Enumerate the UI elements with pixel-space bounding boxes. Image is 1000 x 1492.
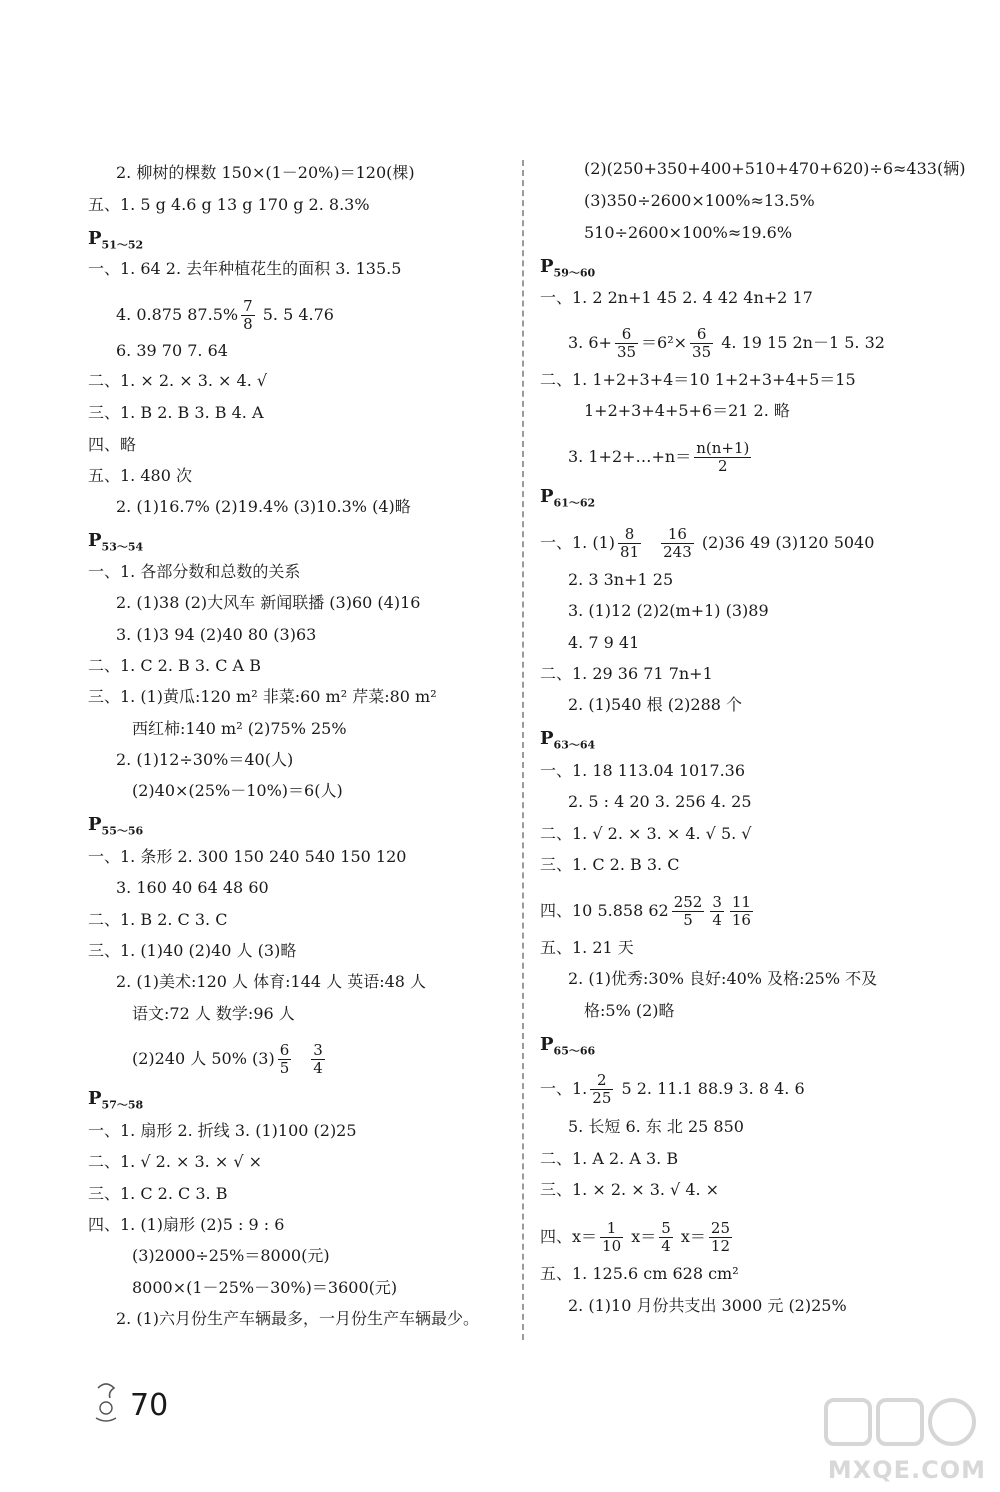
section-heading	[88, 228, 143, 257]
section-heading	[88, 530, 143, 559]
answer-line	[540, 440, 754, 475]
answer-text: 四、1. (1)扇形 (2)5 : 9 : 6	[88, 1215, 285, 1234]
fraction-denominator: 81	[620, 543, 640, 561]
section-heading	[540, 1034, 595, 1063]
answer-line	[540, 400, 790, 422]
answer-line	[88, 1277, 397, 1299]
answer-line	[88, 749, 293, 771]
answer-line	[540, 287, 813, 309]
answer-line	[540, 222, 792, 244]
section-heading-pages: 53～54	[101, 540, 144, 554]
answer-line	[88, 940, 296, 962]
fraction-denominator: 4	[712, 911, 722, 929]
answer-text: 3. (1)12 (2)2(m+1) (3)89	[568, 601, 769, 620]
fraction	[672, 894, 705, 929]
answer-line	[540, 369, 856, 391]
section-heading-pages: 51～52	[101, 238, 144, 252]
answer-text: 4. 7 9 41	[568, 633, 640, 652]
fraction	[659, 1220, 673, 1255]
answer-line	[88, 1151, 262, 1173]
answer-line	[88, 496, 411, 518]
section-heading-pages: 55～56	[101, 824, 144, 838]
section-heading-letter: P	[540, 728, 554, 749]
section-heading-letter: P	[540, 256, 554, 277]
answer-line	[88, 370, 267, 392]
answer-text: 2. 3 3n+1 25	[568, 570, 674, 589]
fraction-numerator: 6	[279, 1041, 290, 1059]
answer-text: 格:5% (2)略	[584, 1001, 675, 1020]
fraction-numerator: 6	[615, 326, 638, 344]
answer-line	[88, 561, 300, 583]
answer-line	[88, 434, 136, 456]
answer-line	[88, 258, 401, 280]
answer-text: 四、略	[88, 435, 137, 454]
fraction-numerator: 8	[618, 526, 641, 544]
fraction-denominator: 16	[731, 911, 751, 929]
answer-line	[88, 971, 426, 993]
section-heading-pages: 59～60	[553, 266, 596, 280]
answer-line	[88, 1214, 284, 1236]
answer-text: 5. 长短 6. 东 北 25 850	[568, 1117, 744, 1136]
answer-text: 三、1. C 2. B 3. C	[540, 855, 680, 874]
answer-line	[88, 402, 264, 424]
fraction-numerator: 252	[673, 893, 703, 911]
answer-text: 6. 39 70 7. 64	[116, 341, 228, 360]
fraction	[241, 298, 255, 333]
fraction	[661, 526, 694, 561]
section-heading-letter: P	[88, 1088, 102, 1109]
fraction	[709, 1220, 732, 1255]
answer-line	[540, 663, 713, 685]
fraction	[615, 326, 638, 361]
answer-line	[88, 1245, 330, 1267]
answer-text: 二、1. C 2. B 3. C A B	[88, 656, 261, 675]
answer-text: 2. (1)540 根 (2)288 个	[568, 695, 743, 714]
answer-line	[540, 569, 673, 591]
section-heading-letter: P	[540, 486, 554, 507]
answer-line	[540, 694, 742, 716]
answer-line	[88, 624, 316, 646]
answer-line	[88, 655, 261, 677]
answer-text: 一、1. (1)	[540, 533, 616, 552]
answer-text: 三、1. (1)40 (2)40 人 (3)略	[88, 941, 297, 960]
fraction-denominator: 5	[279, 1059, 290, 1077]
fraction	[600, 1220, 623, 1255]
fraction-numerator: 11	[731, 893, 751, 911]
answer-text: (2)(250+350+400+510+470+620)÷6≈433(辆)	[584, 159, 966, 178]
answer-text: 8000×(1－25%－30%)＝3600(元)	[132, 1278, 398, 1297]
fraction	[730, 894, 753, 929]
answer-text: 5. 5 4.76	[257, 305, 334, 324]
answer-line	[88, 340, 228, 362]
answer-text: 三、1. C 2. C 3. B	[88, 1184, 228, 1203]
answer-text: 5 2. 11.1 88.9 3. 8 4. 6	[616, 1079, 805, 1098]
answer-text: 2. 柳树的棵数 150×(1－20%)＝120(棵)	[116, 163, 415, 182]
answer-text: 三、1. B 2. B 3. B 4. A	[88, 403, 264, 422]
answer-text: 一、1. 2 2n+1 45 2. 4 42 4n+2 17	[540, 288, 813, 307]
fraction	[694, 440, 751, 475]
answer-text: 一、1. 条形 2. 300 150 240 540 150 120	[88, 847, 407, 866]
watermark-text: MXQE.COM	[827, 1456, 986, 1484]
answer-line	[540, 760, 745, 782]
answer-line	[88, 1003, 295, 1025]
fraction-denominator: 12	[710, 1237, 731, 1255]
answer-text: 3. (1)3 94 (2)40 80 (3)63	[116, 625, 317, 644]
answer-line	[540, 1220, 735, 1255]
answer-line	[88, 592, 420, 614]
section-heading-pages: 61～62	[553, 496, 596, 510]
fraction	[278, 1042, 292, 1077]
section-heading-letter: P	[88, 228, 102, 249]
section-heading	[540, 256, 595, 285]
site-watermark	[806, 1394, 986, 1484]
section-heading	[88, 814, 143, 843]
fraction-denominator: 4	[313, 1059, 323, 1077]
fraction-denominator: 35	[616, 343, 637, 361]
fraction	[710, 894, 724, 929]
section-heading-letter: P	[88, 530, 102, 551]
fraction	[311, 1042, 325, 1077]
answer-text: 二、1. 1+2+3+4＝10 1+2+3+4+5＝15	[540, 370, 856, 389]
answer-text: 二、1. A 2. A 3. B	[540, 1149, 679, 1168]
answer-text: 一、1. 各部分数和总数的关系	[88, 562, 301, 581]
answer-text: 3. 160 40 64 48 60	[116, 878, 269, 897]
answer-line	[540, 791, 752, 813]
fraction-denominator: 25	[592, 1089, 612, 1107]
answer-text: 一、1.	[540, 1079, 588, 1098]
answer-line	[540, 1179, 719, 1201]
answer-line	[540, 600, 769, 622]
fraction-denominator: 2	[718, 457, 728, 475]
page-number: 70	[130, 1388, 169, 1423]
answer-text: 2. 5 : 4 20 3. 256 4. 25	[568, 792, 752, 811]
answer-line	[88, 1120, 357, 1142]
fraction-denominator: 5	[683, 911, 693, 929]
answer-text: 五、1. 21 天	[540, 938, 634, 957]
answer-line	[540, 632, 639, 654]
fraction	[690, 326, 713, 361]
answer-line	[540, 854, 679, 876]
answer-text: (2)240 人 50% (3)	[132, 1049, 275, 1068]
answer-line	[88, 162, 415, 184]
answer-text: 一、1. 扇形 2. 折线 3. (1)100 (2)25	[88, 1121, 357, 1140]
fraction-denominator: 243	[663, 543, 692, 561]
answer-line	[88, 686, 437, 708]
fraction-numerator: 7	[243, 297, 253, 315]
watermark-logo-icon	[806, 1394, 986, 1454]
answer-text: 2. (1)10 月份共支出 3000 元 (2)25%	[568, 1296, 847, 1315]
answer-line	[540, 1072, 805, 1107]
answer-text: 五、1. 480 次	[88, 466, 192, 485]
section-heading-pages: 57～58	[101, 1098, 144, 1112]
answer-line	[540, 190, 815, 212]
answer-line	[88, 194, 370, 216]
answer-line	[88, 877, 269, 899]
answer-text: 4. 19 15 2n－1 5. 32	[716, 333, 885, 352]
answer-text: 3. 1+2+…+n＝	[568, 447, 692, 466]
answer-line	[540, 526, 874, 561]
section-heading-pages: 63～64	[553, 738, 596, 752]
section-heading	[540, 486, 595, 515]
answer-text: x＝	[675, 1227, 706, 1246]
answer-line	[88, 846, 406, 868]
fraction-numerator: n(n+1)	[696, 439, 750, 457]
answer-line	[88, 1308, 479, 1330]
answer-text: 2. (1)12÷30%＝40(人)	[116, 750, 294, 769]
answer-line	[540, 1116, 744, 1138]
section-heading	[540, 728, 595, 757]
column-divider	[522, 160, 524, 1340]
section-heading	[88, 1088, 143, 1117]
fraction-numerator: 6	[690, 326, 713, 344]
answer-line	[540, 937, 634, 959]
answer-line	[540, 1148, 678, 1170]
answer-text: (3)350÷2600×100%≈13.5%	[584, 191, 815, 210]
section-heading-pages: 65～66	[553, 1044, 596, 1058]
answer-line	[540, 1295, 847, 1317]
fraction-denominator: 4	[661, 1237, 671, 1255]
answer-line	[540, 894, 756, 929]
answer-line	[88, 780, 343, 802]
answer-text: 语文:72 人 数学:96 人	[132, 1004, 295, 1023]
answer-text: 2. (1)优秀:30% 良好:40% 及格:25% 不及	[568, 969, 878, 988]
answer-line	[540, 968, 877, 990]
answer-line	[540, 158, 965, 180]
answer-text: 2. (1)美术:120 人 体育:144 人 英语:48 人	[116, 972, 427, 991]
answer-line	[88, 1183, 227, 1205]
section-heading-letter: P	[88, 814, 102, 835]
answer-line	[540, 1263, 739, 1285]
answer-text: 一、1. 64 2. 去年种植花生的面积 3. 135.5	[88, 259, 402, 278]
answer-line	[540, 326, 885, 361]
fraction-denominator: 35	[692, 343, 712, 361]
fraction	[590, 1072, 613, 1107]
answer-line	[88, 718, 347, 740]
answer-text: (2)40×(25%－10%)＝6(人)	[132, 781, 343, 800]
answer-line	[540, 1000, 675, 1022]
answer-text: 3. 6+	[568, 333, 612, 352]
fraction	[618, 526, 641, 561]
answer-text: 四、10 5.858 62	[540, 901, 669, 920]
answer-text: 二、1. B 2. C 3. C	[88, 910, 228, 929]
answer-text: 510÷2600×100%≈19.6%	[584, 223, 793, 242]
answer-text: 三、1. (1)黄瓜:120 m² 非菜:60 m² 芹菜:80 m²	[88, 687, 437, 706]
answer-text: 2. (1)38 (2)大风车 新闻联播 (3)60 (4)16	[116, 593, 421, 612]
answer-text: 4. 0.875 87.5%	[116, 305, 239, 324]
fraction-numerator: 5	[661, 1219, 671, 1237]
fraction-numerator: 2	[590, 1072, 613, 1090]
answer-text: 西红柿:140 m² (2)75% 25%	[132, 719, 347, 738]
answer-line	[88, 1042, 328, 1077]
answer-line	[540, 823, 752, 845]
fraction-numerator: 16	[661, 526, 694, 544]
answer-text: 三、1. × 2. × 3. √ 4. ×	[540, 1180, 720, 1199]
section-heading-letter: P	[540, 1034, 554, 1055]
answer-line	[88, 909, 227, 931]
answer-text: 二、1. 29 36 71 7n+1	[540, 664, 713, 683]
answer-text: 二、1. × 2. × 3. × 4. √	[88, 371, 268, 390]
answer-text: 四、x＝	[540, 1227, 598, 1246]
answer-text: ＝6²×	[641, 333, 688, 352]
answer-text: (2)36 49 (3)120 5040	[696, 533, 875, 552]
answer-text: 二、1. √ 2. × 3. × 4. √ 5. √	[540, 824, 752, 843]
fraction-denominator: 10	[602, 1237, 622, 1255]
fraction-numerator: 1	[600, 1220, 623, 1238]
answer-text: 五、1. 125.6 cm 628 cm²	[540, 1264, 739, 1283]
answer-text: (3)2000÷25%＝8000(元)	[132, 1246, 330, 1265]
fraction-numerator: 3	[313, 1041, 323, 1059]
answer-text: 二、1. √ 2. × 3. × √ ×	[88, 1152, 263, 1171]
answer-text: 1+2+3+4+5+6＝21 2. 略	[584, 401, 790, 420]
answer-text: x＝	[626, 1227, 657, 1246]
answer-text: 一、1. 18 113.04 1017.36	[540, 761, 746, 780]
fraction-numerator: 25	[710, 1219, 731, 1237]
answer-text: 2. (1)16.7% (2)19.4% (3)10.3% (4)略	[116, 497, 411, 516]
answer-line	[88, 465, 192, 487]
answer-line	[88, 298, 334, 333]
answer-text: 五、1. 5 g 4.6 g 13 g 170 g 2. 8.3%	[88, 195, 370, 214]
answer-text: 2. (1)六月份生产车辆最多，一月份生产车辆最少。	[116, 1309, 480, 1328]
fraction-denominator: 8	[243, 315, 253, 333]
fraction-numerator: 3	[712, 893, 722, 911]
